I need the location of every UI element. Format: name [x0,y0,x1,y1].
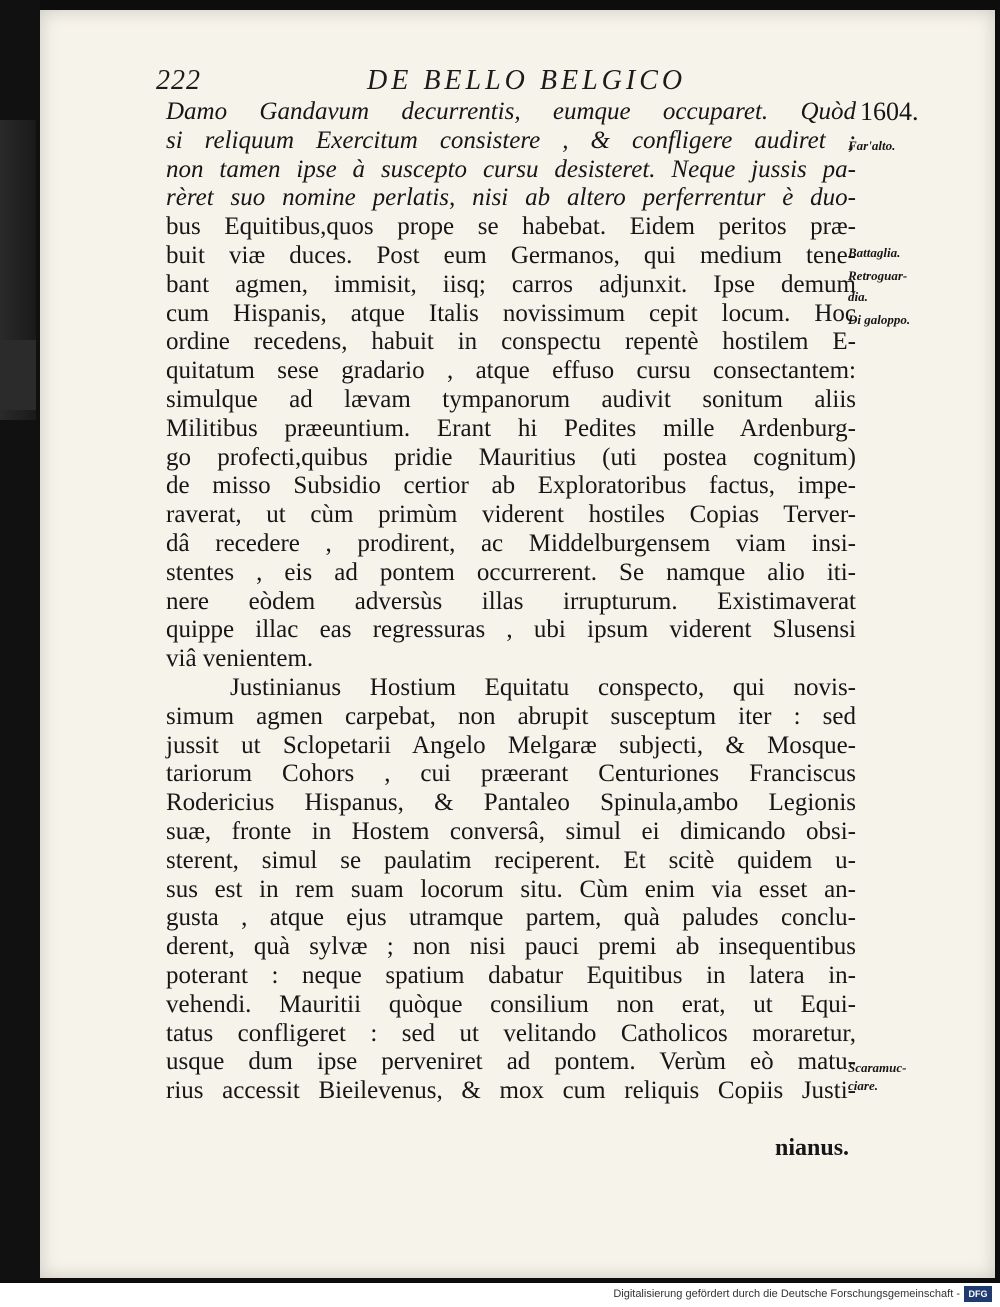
text-line: sterent, simul se paulatim reciperent. Et scitè quidem u- [166,846,856,874]
text-line: rius accessit Bieilevenus, & mox cum reliquis Copiis Justi- [166,1077,856,1105]
text-line: rèret suo nomine perlatis, nisi ab altero perferrentur è duo- [166,184,856,212]
margin-note: Di galoppo. [848,312,911,327]
dfg-logo-icon: DFG [964,1286,992,1302]
text-line: non tamen ipse à suscepto cursu desisteret. Neque jussis pa- [166,155,856,183]
text-line: simulque ad lævam tympanorum audivit sonitum aliis [166,385,856,413]
body-text [166,98,856,1106]
text-line: quitatum sese gradario , atque effuso cursu consectantem: [166,357,856,385]
year-marker: 1604. [860,97,919,126]
text-line: tatus confligeret : sed ut velitando Catholicos moraretur, [166,1019,856,1047]
text-line: suæ, fronte in Hostem conversâ, simul ei dimicando obsi- [166,817,856,845]
text-line: vehendi. Mauritii quòque consilium non erat, ut Equi- [166,990,856,1018]
text-line: Militibus præeuntium. Erant hi Pedites mille Ardenburg- [166,414,856,442]
text-line: bus Equitibus,quos prope se habebat. Eidem peritos præ- [166,213,856,241]
margin-note: ciare. [848,1078,878,1093]
text-line: derent, quà sylvæ ; non nisi pauci premi ab insequentibus [166,933,856,961]
text-line: bant agmen, immisit, iisq; carros adjunxit. Ipse demum [166,270,856,298]
book-page [40,10,995,1278]
text-line: quippe illac eas regressuras , ubi ipsum viderent Slusensi [166,616,856,644]
text-line: raverat, ut cùm primùm viderent hostiles Copias Terver- [166,501,856,529]
text-line: poterant : neque spatium dabatur Equitibus in latera in- [166,961,856,989]
text-line: jussit ut Sclopetarii Angelo Melgaræ subjecti, & Mosque- [166,731,856,759]
margin-note: Far'alto. [848,138,896,153]
text-line: Justinianus Hostium Equitatu conspecto, qui novis- [230,673,856,701]
text-line: sus est in rem suam locorum situ. Cùm enim via esset an- [166,875,856,903]
text-line: buit viæ duces. Post eum Germanos, qui medium tene- [166,241,856,269]
margin-note: Scaramuc- [848,1060,907,1075]
text-line: usque dum ipse perveniret ad pontem. Verùm eò matu- [166,1048,856,1076]
text-line: go profecti,quibus pridie Mauritius (uti postea cognitum) [166,443,856,471]
scan-strip-lower [0,340,36,410]
footer-credit: Digitalisierung gefördert durch die Deutsche Forschungsgemeinschaft - [613,1288,960,1300]
text-line: si reliquum Exercitum consistere , & confligere audiret ; [166,126,856,154]
text-line: nere eòdem adversùs illas irrupturum. Existimaverat [166,587,856,615]
text-line: Damo Gandavum decurrentis, eumque occuparet. Quòd [166,98,856,125]
text-line: viâ venientem. [166,645,314,673]
margin-note: Battaglia. [848,245,901,260]
text-line: simum agmen carpebat, non abrupit susceptum iter : sed [166,702,856,730]
margin-note: dia. [848,289,868,304]
text-line: tariorum Cohors , cui præerant Centuriones Franciscus [166,760,856,788]
catchword: nianus. [775,1135,850,1161]
running-title: DE BELLO BELGICO [367,65,687,96]
page-number: 222 [156,65,201,96]
text-line: dâ recedere , prodirent, ac Middelburgensem viam insi- [166,529,856,557]
text-line: gusta , atque ejus utramque partem, quà paludes conclu- [166,904,856,932]
text-line: stentes , eis ad pontem occurrerent. Se namque alio iti- [166,558,856,586]
text-line: de misso Subsidio certior ab Exploratoribus factus, impe- [166,472,856,500]
text-line: ordine recedens, habuit in conspectu repentè hostilem E- [166,328,856,356]
margin-note: Retroguar- [848,268,908,283]
text-line: Rodericius Hispanus, & Pantaleo Spinula,ambo Legionis [166,789,856,817]
digitization-footer [0,1283,1000,1307]
text-line: cum Hispanis, atque Italis novissimum cepit locum. Hoc [166,299,856,327]
